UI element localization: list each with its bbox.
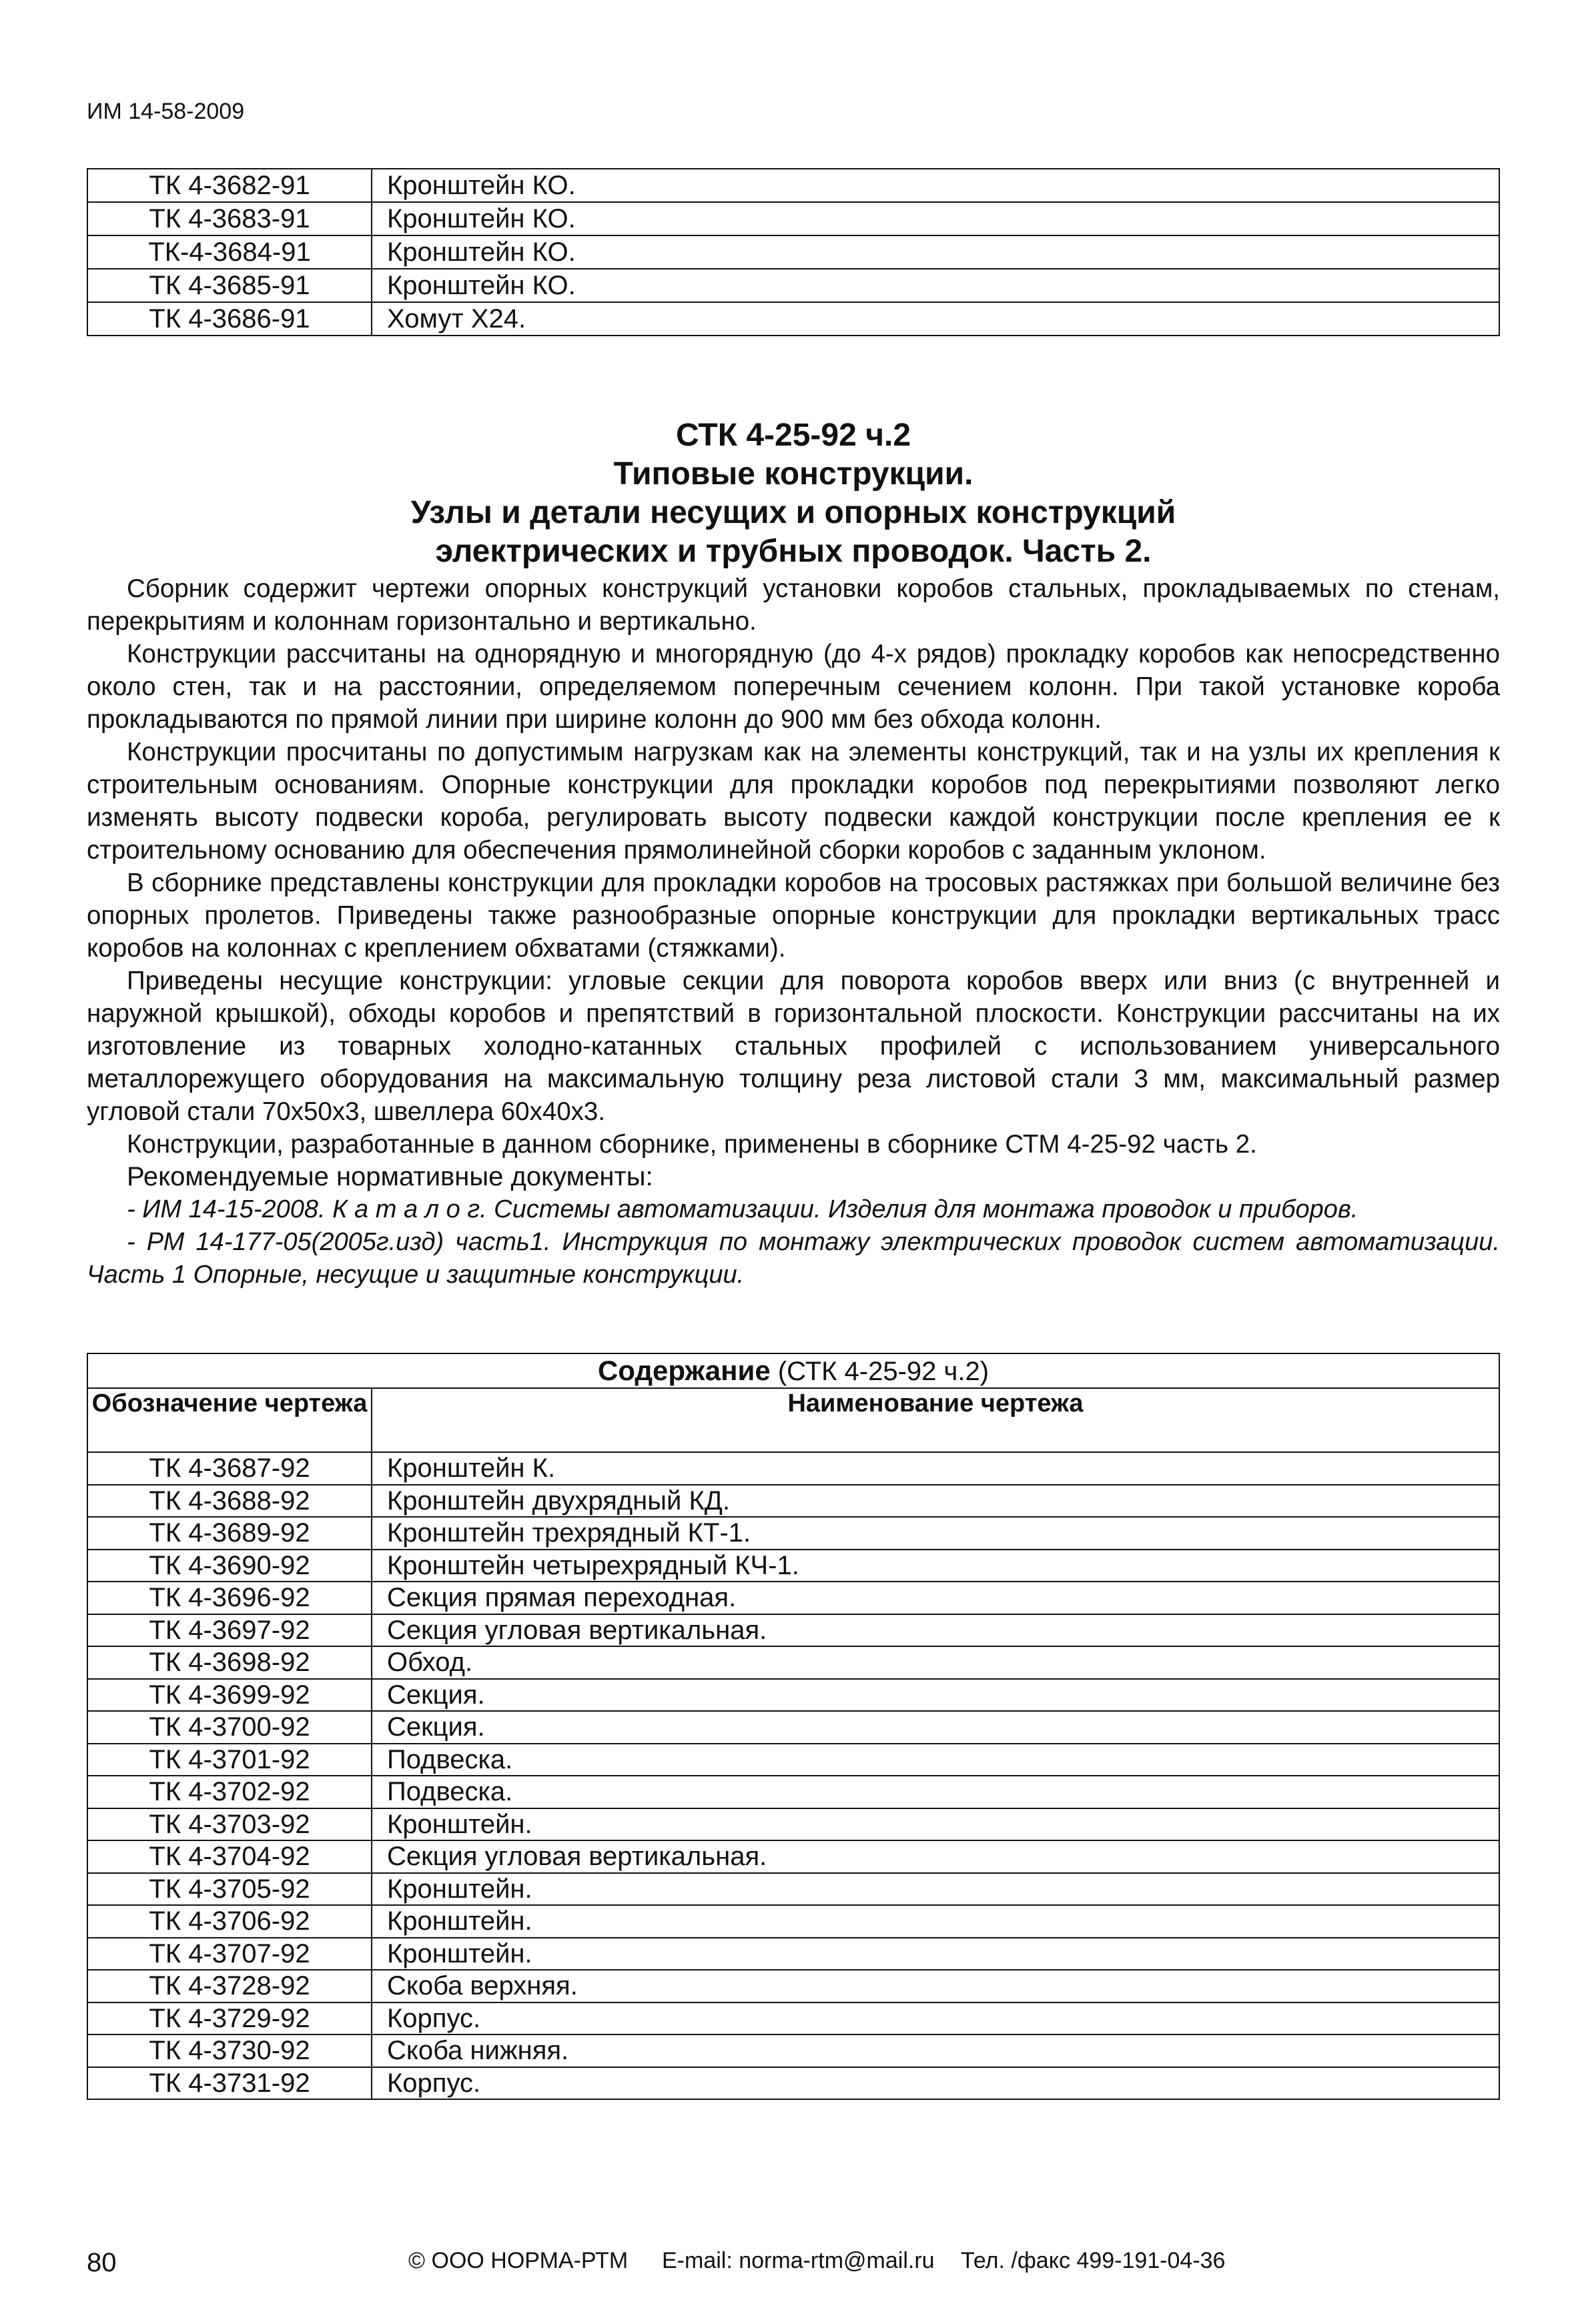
drawing-name-cell: Секция.: [372, 1679, 1499, 1712]
heading-line: СТК 4-25-92 ч.2: [675, 418, 911, 453]
drawing-name-cell: Секция угловая вертикальная.: [372, 1840, 1499, 1873]
table-row: [87, 1614, 1499, 1647]
table-row: [87, 269, 1499, 302]
paragraph: Конструкции просчитаны по допустимым нагрузкам как на элементы конструкций, так и на узлы их крепления к строительным основаниям. Опорные конструкции для прокладки коробов под перекрытиями позволяют легко изменять высоту подвески короба, регулировать высоту подвески каждой конструкции после крепления ее к строительному основанию для обеспечения прямолинейной сборки коробов с заданным уклоном.: [87, 738, 1500, 864]
drawing-name-cell: Кронштейн.: [372, 1938, 1499, 1970]
drawing-name-cell: Хомут Х24.: [372, 302, 1499, 336]
drawing-code-cell: ТК 4-3687-92: [87, 1452, 372, 1485]
table-row: [87, 2002, 1499, 2035]
contents-caption-title: Содержание: [597, 1354, 771, 1386]
table-row: [87, 1905, 1499, 1938]
table-row: [87, 1517, 1499, 1550]
drawing-name-cell: Кронштейн К.: [372, 1452, 1499, 1485]
table-row: [87, 169, 1499, 202]
drawing-name-cell: Кронштейн КО.: [372, 269, 1499, 302]
section-body: [87, 572, 1500, 1291]
page-number: 80: [87, 2248, 117, 2277]
table-row: [87, 1808, 1499, 1841]
drawing-code-cell: ТК 4-3728-92: [87, 1970, 372, 2002]
drawing-code-cell: ТК 4-3701-92: [87, 1744, 372, 1776]
drawing-code-cell: ТК 4-3690-92: [87, 1550, 372, 1582]
drawing-code-cell: ТК 4-3730-92: [87, 2035, 372, 2067]
table-row: [87, 2035, 1499, 2067]
drawing-name-cell: Кронштейн КО.: [372, 235, 1499, 269]
paragraph: Конструкции, разработанные в данном сборнике, применены в сборнике СТМ 4-25-92 часть 2.: [127, 1130, 1257, 1159]
recommended-docs-heading: Рекомендуемые нормативные документы:: [127, 1162, 653, 1191]
drawing-code-cell: ТК 4-3696-92: [87, 1582, 372, 1614]
drawing-name-cell: Секция угловая вертикальная.: [372, 1614, 1499, 1647]
drawing-code-cell: ТК 4-3688-92: [87, 1485, 372, 1518]
drawing-code-cell: ТК 4-3706-92: [87, 1905, 372, 1938]
reference-item: - ИМ 14-15-2008. К а т а л о г. Системы автоматизации. Изделия для монтажа проводок и приборов.: [127, 1195, 1358, 1223]
drawing-code-cell: ТК 4-3705-92: [87, 1873, 372, 1906]
drawing-code-cell: ТК 4-3682-91: [87, 169, 372, 202]
drawing-name-cell: Корпус.: [372, 2067, 1499, 2100]
contents-caption: [87, 1353, 1499, 1388]
footer-email: E-mail: norma-rtm@mail.ru: [662, 2248, 935, 2273]
drawing-name-cell: Корпус.: [372, 2002, 1499, 2035]
drawing-code-cell: ТК 4-3699-92: [87, 1679, 372, 1712]
heading-line: электрических и трубных проводок. Часть 2.: [435, 534, 1152, 569]
drawing-name-cell: Скоба нижняя.: [372, 2035, 1499, 2067]
drawing-name-cell: Кронштейн двухрядный КД.: [372, 1485, 1499, 1518]
drawing-name-cell: Кронштейн трехрядный КТ-1.: [372, 1517, 1499, 1550]
paragraph: Сборник содержит чертежи опорных конструкций установки коробов стальных, прокладываемых по стенам, перекрытиям и колоннам горизонтально и вертикально.: [87, 574, 1500, 636]
drawing-code-cell: ТК 4-3707-92: [87, 1938, 372, 1970]
table-row: [87, 235, 1499, 269]
table-row: [87, 302, 1499, 336]
column-header-code: Обозначение чертежа: [87, 1388, 372, 1452]
drawing-name-cell: Кронштейн.: [372, 1808, 1499, 1841]
drawings-table-continuation: [87, 168, 1500, 336]
footer-phone: Тел. /факс 499-191-04-36: [961, 2248, 1226, 2273]
table-row: [87, 1679, 1499, 1712]
section-heading: [87, 416, 1500, 571]
heading-line: Узлы и детали несущих и опорных конструкций: [410, 495, 1176, 530]
table-row: [87, 1938, 1499, 1970]
table-row: [87, 2067, 1499, 2100]
drawing-code-cell: ТК 4-3697-92: [87, 1614, 372, 1647]
drawing-code-cell: ТК 4-3689-92: [87, 1517, 372, 1550]
contents-table: [87, 1353, 1500, 2100]
drawing-name-cell: Кронштейн.: [372, 1873, 1499, 1906]
drawing-code-cell: ТК 4-3700-92: [87, 1711, 372, 1744]
table-row: [87, 1970, 1499, 2002]
table-row: [87, 1582, 1499, 1614]
drawing-code-cell: ТК 4-3683-91: [87, 202, 372, 235]
paragraph: Приведены несущие конструкции: угловые секции для поворота коробов вверх или вниз (с внутренней и наружной крышкой), обходы коробов и препятствий в горизонтальной плоскости. Конструкции рассчитаны на их изготовление из товарных холодно-катанных стальных профилей с использованием универсального металлорежущего оборудования на максимальную толщину реза листовой стали 3 мм, максимальный размер угловой стали 70х50х3, швеллера 60х40х3.: [87, 967, 1500, 1126]
table-row: [87, 1646, 1499, 1679]
drawing-code-cell: ТК 4-3704-92: [87, 1840, 372, 1873]
table-row: [87, 1873, 1499, 1906]
column-header-name: Наименование чертежа: [372, 1388, 1499, 1452]
drawing-name-cell: Секция.: [372, 1711, 1499, 1744]
drawing-name-cell: Кронштейн КО.: [372, 169, 1499, 202]
table-row: [87, 1840, 1499, 1873]
drawing-name-cell: Кронштейн.: [372, 1905, 1499, 1938]
table-row: [87, 1776, 1499, 1808]
drawing-name-cell: Кронштейн четырехрядный КЧ-1.: [372, 1550, 1499, 1582]
drawing-code-cell: ТК 4-3702-92: [87, 1776, 372, 1808]
drawing-code-cell: ТК-4-3684-91: [87, 235, 372, 269]
drawing-code-cell: ТК 4-3729-92: [87, 2002, 372, 2035]
heading-line: Типовые конструкции.: [613, 456, 973, 492]
drawing-name-cell: Обход.: [372, 1646, 1499, 1679]
paragraph: В сборнике представлены конструкции для прокладки коробов на тросовых растяжках при большой величине без опорных пролетов. Приведены также разнообразные опорные конструкции для прокладки вертикальных трасс коробов на колоннах с креплением обхватами (стяжками).: [87, 868, 1500, 963]
drawing-name-cell: Скоба верхняя.: [372, 1970, 1499, 2002]
drawing-code-cell: ТК 4-3686-91: [87, 302, 372, 336]
table-row: [87, 1711, 1499, 1744]
table-row: [87, 1550, 1499, 1582]
drawing-code-cell: ТК 4-3703-92: [87, 1808, 372, 1841]
table-row: [87, 1485, 1499, 1518]
reference-item: - РМ 14-177-05(2005г.изд) часть1. Инструкция по монтажу электрических проводок систем автоматизации. Часть 1 Опорные, несущие и защитные конструкции.: [87, 1228, 1500, 1289]
drawing-name-cell: Кронштейн КО.: [372, 202, 1499, 235]
document-id: ИМ 14-58-2009: [87, 99, 245, 124]
table-row: [87, 202, 1499, 235]
drawing-name-cell: Подвеска.: [372, 1744, 1499, 1776]
contents-caption-doc: (СТК 4-25-92 ч.2): [777, 1356, 990, 1386]
drawing-name-cell: Подвеска.: [372, 1776, 1499, 1808]
drawing-code-cell: ТК 4-3698-92: [87, 1646, 372, 1679]
table-row: [87, 1452, 1499, 1485]
drawing-code-cell: ТК 4-3731-92: [87, 2067, 372, 2100]
paragraph: Конструкции рассчитаны на однорядную и многорядную (до 4-х рядов) прокладку коробов как непосредственно около стен, так и на расстоянии, определяемом поперечным сечением колонн. При такой установке короба прокладываются по прямой линии при ширине колонн до 900 мм без обхода колонн.: [87, 640, 1500, 734]
footer-copyright: © ООО НОРМА-РТМ: [408, 2248, 629, 2273]
drawing-code-cell: ТК 4-3685-91: [87, 269, 372, 302]
table-row: [87, 1744, 1499, 1776]
drawing-name-cell: Секция прямая переходная.: [372, 1582, 1499, 1614]
